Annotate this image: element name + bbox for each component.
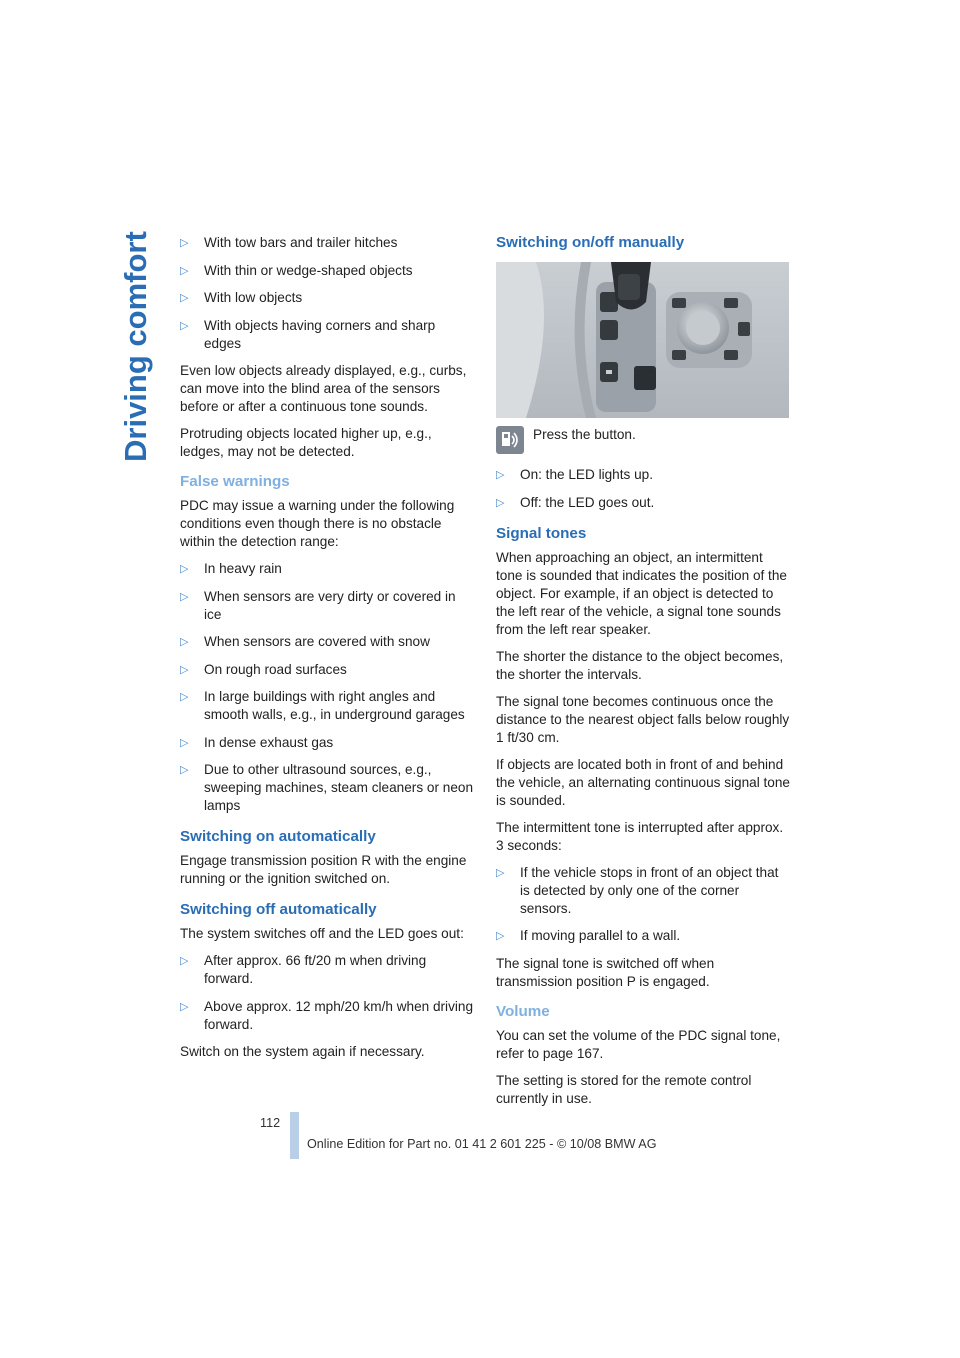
list-item: ▷ When sensors are covered with snow [180, 634, 430, 649]
bullet-icon: ▷ [496, 866, 505, 879]
bullet-icon: ▷ [180, 955, 189, 967]
volume-heading: Volume [496, 1002, 550, 1020]
signal-tones-heading: Signal tones [496, 524, 587, 542]
auto-on-heading: Switching on automatically [180, 828, 376, 845]
edition-footer: Online Edition for Part no. 01 41 2 601 225 - © 10/08 BMW AG [307, 1137, 657, 1151]
bullet-icon: ▷ [180, 292, 189, 304]
paragraph: If objects are located both in front of and behind the vehicle, an alternating continuous signal tone is sounded. [496, 756, 790, 808]
bullet-icon: ▷ [180, 764, 189, 776]
bullet-icon: ▷ [180, 663, 189, 676]
paragraph: Switch on the system again if necessary. [180, 1044, 425, 1059]
list-item: ▷ With low objects [180, 290, 303, 305]
auto-off-heading: Switching off automatically [180, 901, 377, 918]
paragraph: Engage transmission position R with the engine running or the ignition switched on. [180, 853, 467, 886]
press-button-row [496, 426, 792, 454]
manual-list [496, 466, 792, 512]
left-column [180, 234, 476, 1070]
center-console-illustration [496, 262, 789, 418]
list-item: ▷ On: the LED lights up. [496, 467, 653, 482]
bullet-icon: ▷ [180, 636, 189, 648]
paragraph: Protruding objects located higher up, e.g., ledges, may not be detected. [180, 426, 432, 459]
paragraph: The signal tone becomes continuous once the distance to the nearest object falls below roughly 1 ft/30 cm. [496, 693, 790, 745]
list-item: ▷ If moving parallel to a wall. [496, 928, 681, 943]
list-item: ▷ In large buildings with right angles and smooth walls, e.g., in underground garages [180, 689, 465, 722]
bullet-icon: ▷ [180, 590, 189, 603]
pdc-button-icon [496, 426, 524, 454]
bullet-icon: ▷ [496, 496, 505, 509]
center-console-photo [496, 262, 789, 418]
list-item: ▷ When sensors are very dirty or covered in ice [180, 588, 456, 622]
list-item: ▷ In heavy rain [180, 561, 282, 576]
bullet-icon: ▷ [180, 563, 189, 575]
right-column [496, 234, 792, 1117]
list-item: ▷ With thin or wedge-shaped objects [180, 262, 413, 278]
bullet-icon: ▷ [180, 736, 189, 749]
paragraph: The signal tone is switched off when transmission position P is engaged. [496, 955, 715, 989]
paragraph: The setting is stored for the remote control currently in use. [496, 1072, 752, 1106]
bullet-icon: ▷ [180, 264, 189, 277]
manual-heading: Switching on/off manually [496, 234, 685, 251]
list-item: ▷ Due to other ultrasound sources, e.g., sweeping machines, steam cleaners or neon lamps [180, 762, 474, 813]
paragraph: When approaching an object, an intermittent tone is sounded that indicates the position of the object. For example, if an object is detected to the left rear of the vehicle, a signal tone sounds from the left rear speaker. [496, 549, 787, 637]
list-item: ▷ With tow bars and trailer hitches [180, 235, 398, 250]
paragraph: You can set the volume of the PDC signal tone, refer to page 167. [496, 1027, 781, 1061]
press-button-text: Press the button. [533, 427, 636, 442]
signal-list [496, 864, 792, 946]
list-item: ▷ On rough road surfaces [180, 661, 347, 677]
false-warnings-list [180, 560, 476, 815]
list-item: ▷ Off: the LED goes out. [496, 494, 655, 510]
list-item: ▷ In dense exhaust gas [180, 734, 334, 750]
bullet-icon: ▷ [496, 469, 505, 481]
paragraph: The system switches off and the LED goes out: [180, 926, 464, 941]
paragraph: The intermittent tone is interrupted after approx. 3 seconds: [496, 819, 784, 853]
bullet-icon: ▷ [180, 319, 189, 332]
paragraph: Even low objects already displayed, e.g., curbs, can move into the blind area of the sensors before or after a continuous tone sounds. [180, 363, 467, 414]
bullet-icon: ▷ [180, 1000, 189, 1013]
list-item: ▷ If the vehicle stops in front of an object that is detected by only one of the corner sensors. [496, 864, 779, 916]
false-warnings-heading: False warnings [180, 473, 290, 490]
limits-list [180, 234, 476, 353]
bullet-icon: ▷ [496, 930, 505, 942]
list-item: ▷ With objects having corners and sharp edges [180, 317, 436, 351]
page-number: 112 [260, 1116, 281, 1130]
bullet-icon: ▷ [180, 237, 189, 249]
bullet-icon: ▷ [180, 691, 189, 703]
page-marker-bar [290, 1112, 299, 1159]
list-item: ▷ After approx. 66 ft/20 m when driving forward. [180, 953, 427, 986]
list-item: ▷ Above approx. 12 mph/20 km/h when driving forward. [180, 998, 474, 1032]
paragraph: PDC may issue a warning under the following conditions even though there is no obstacle within the detection range: [180, 498, 455, 549]
auto-off-list [180, 952, 476, 1034]
paragraph: The shorter the distance to the object becomes, the shorter the intervals. [496, 648, 784, 682]
section-title: Driving comfort [118, 231, 153, 462]
